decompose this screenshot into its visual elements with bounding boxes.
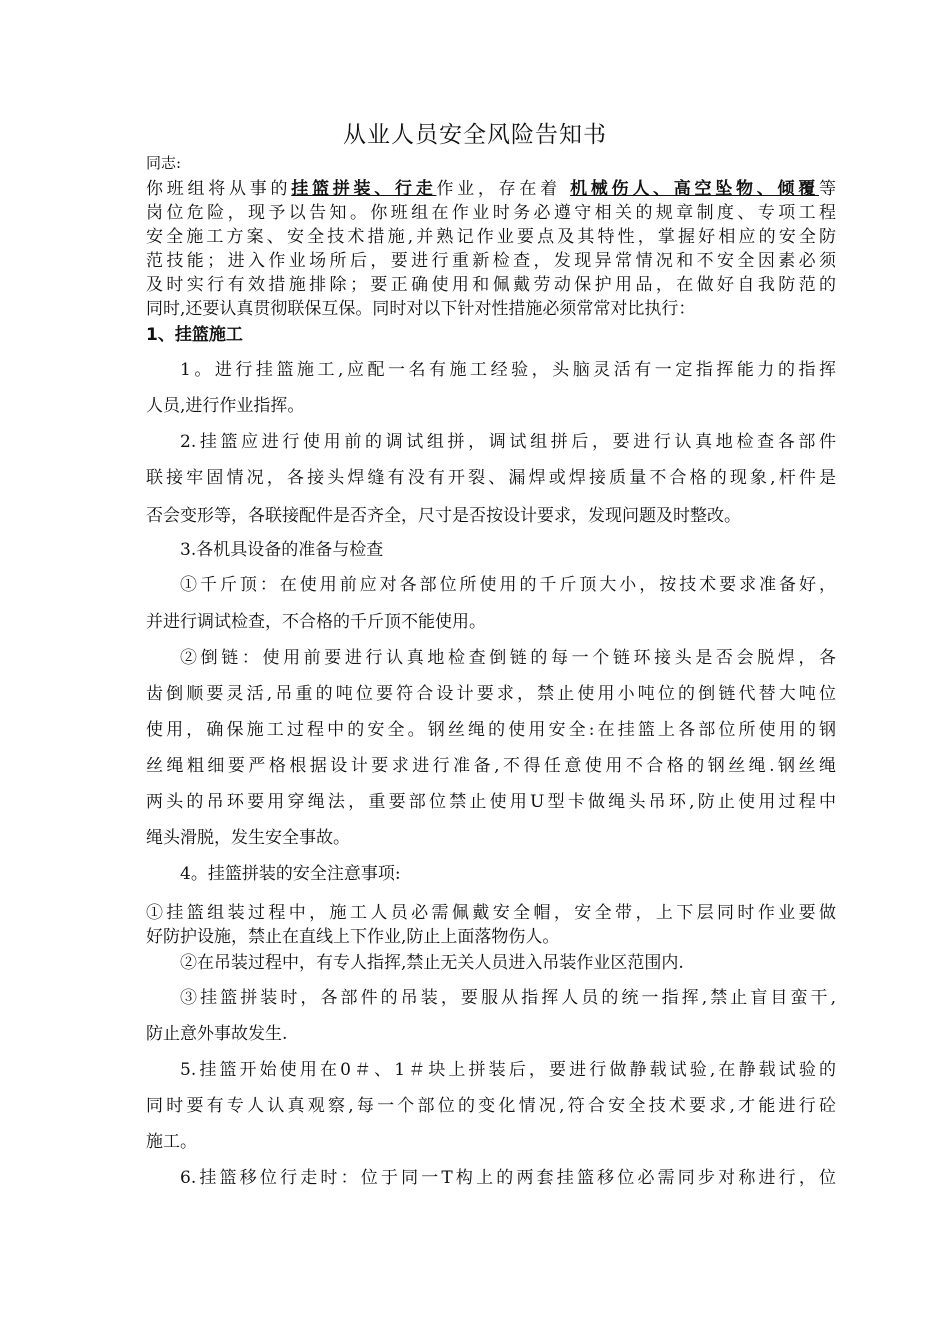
item-3b-line-5: 两头的吊环要用穿绳法，重要部位禁止使用U型卡做绳头吊环,防止使用过程中 bbox=[146, 792, 836, 812]
item-3b-line-2: 齿倒顺要灵活,吊重的吨位要符合设计要求，禁止使用小吨位的倒链代替大吨位 bbox=[146, 684, 836, 704]
intro-line-6: 同时,还要认真贯彻联保互保。同时对以下针对性措施必须常常对比执行： bbox=[146, 299, 696, 319]
item-3b-line-6: 绳头滑脱，发生安全事故。 bbox=[146, 828, 350, 848]
greeting: 同志: bbox=[146, 154, 182, 172]
item-6-line-1: 6.挂篮移位行走时：位于同一T构上的两套挂篮移位必需同步对称进行，位 bbox=[180, 1168, 836, 1188]
intro-text: 你班组将从事的 bbox=[146, 179, 292, 199]
item-3-line-1: 3.各机具设备的准备与检查 bbox=[180, 540, 384, 560]
item-1-line-2: 人员,进行作业指挥。 bbox=[146, 396, 305, 416]
intro-text: 作业，存在着 bbox=[436, 179, 571, 199]
intro-line-3: 安全施工方案、安全技术措施,并熟记作业要点及其特性，掌握好相应的安全防 bbox=[146, 227, 836, 247]
intro-text: 等 bbox=[819, 179, 837, 199]
section-heading: 1、挂篮施工 bbox=[146, 325, 243, 345]
item-3b-line-4: 丝绳粗细要严格根据设计要求进行准备,不得任意使用不合格的钢丝绳.钢丝绳 bbox=[146, 756, 836, 776]
work-type-emphasis: 挂篮拼装、行走 bbox=[291, 179, 437, 199]
item-1-line-1: 1。进行挂篮施工,应配一名有施工经验，头脑灵活有一定指挥能力的指挥 bbox=[180, 360, 836, 380]
item-4a-line-2: 好防护设施，禁止在直线上下作业,防止上面落物伤人。 bbox=[146, 927, 560, 947]
item-3b-line-1: ②倒链：使用前要进行认真地检查倒链的每一个链环接头是否会脱焊，各 bbox=[180, 648, 836, 668]
intro-line-5: 及时实行有效措施排除；要正确使用和佩戴劳动保护用品，在做好自我防范的 bbox=[146, 275, 836, 295]
item-4a-line-1: ①挂篮组装过程中，施工人员必需佩戴安全帽，安全带，上下层同时作业要做 bbox=[146, 903, 836, 923]
item-2-line-3: 否会变形等，各联接配件是否齐全，尺寸是否按设计要求，发现问题及时整改。 bbox=[146, 506, 741, 526]
item-2-line-2: 联接牢固情况，各接头焊缝有没有开裂、漏焊或焊接质量不合格的现象,杆件是 bbox=[146, 468, 836, 488]
item-4b-line-1: ②在吊装过程中，有专人指挥,禁止无关人员进入吊装作业区范围内. bbox=[180, 953, 684, 973]
hazard-emphasis: 机械伤人、高空坠物、倾覆 bbox=[570, 179, 820, 199]
item-5-line-1: 5.挂篮开始使用在0＃、1＃块上拼装后，要进行做静载试验,在静载试验的 bbox=[180, 1060, 836, 1080]
item-5-line-3: 施工。 bbox=[146, 1132, 197, 1152]
item-3a-line-2: 并进行调试检查，不合格的千斤顶不能使用。 bbox=[146, 612, 486, 632]
item-4-line-1: 4。挂篮拼装的安全注意事项: bbox=[180, 864, 401, 884]
item-2-line-1: 2.挂篮应进行使用前的调试组拼，调试组拼后，要进行认真地检查各部件 bbox=[180, 432, 836, 452]
item-3b-line-3: 使用，确保施工过程中的安全。钢丝绳的使用安全:在挂篮上各部位所使用的钢 bbox=[146, 720, 836, 740]
item-4c-line-1: ③挂篮拼装时，各部件的吊装，要服从指挥人员的统一指挥,禁止盲目蛮干, bbox=[180, 988, 836, 1008]
intro-line-2: 岗位危险，现予以告知。你班组在作业时务必遵守相关的规章制度、专项工程 bbox=[146, 203, 836, 223]
intro-line-4: 范技能；进入作业场所后，要进行重新检查，发现异常情况和不安全因素必须 bbox=[146, 251, 836, 271]
item-5-line-2: 同时要有专人认真观察,每一个部位的变化情况,符合安全技术要求,才能进行砼 bbox=[146, 1096, 836, 1116]
intro-line-1 bbox=[146, 177, 836, 201]
item-4c-line-2: 防止意外事故发生. bbox=[146, 1024, 288, 1044]
item-3a-line-1: ①千斤顶：在使用前应对各部位所使用的千斤顶大小，按技术要求准备好， bbox=[180, 575, 836, 595]
page-title: 从业人员安全风险告知书 bbox=[343, 122, 607, 148]
